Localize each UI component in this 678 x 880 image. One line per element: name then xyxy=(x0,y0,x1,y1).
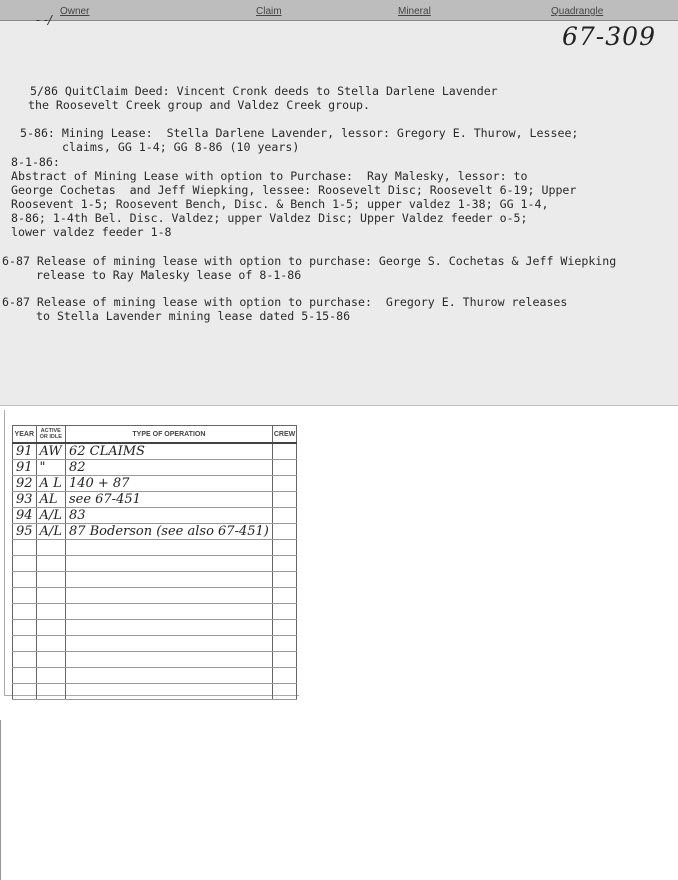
status-cell: " xyxy=(36,460,65,476)
table-row xyxy=(13,508,297,524)
crew-cell xyxy=(272,508,296,524)
table-row xyxy=(13,604,297,620)
status-cell: A/L xyxy=(36,524,65,540)
left-margin-line xyxy=(0,720,1,880)
year-cell: 91 xyxy=(13,443,37,460)
table-row xyxy=(13,668,297,684)
status-cell xyxy=(36,684,65,700)
year-cell xyxy=(13,652,37,668)
status-cell xyxy=(36,588,65,604)
status-cell xyxy=(36,636,65,652)
entry-line: 5/86 QuitClaim Deed: Vincent Cronk deeds to Stella Darlene Lavender xyxy=(30,84,498,98)
status-cell xyxy=(36,620,65,636)
operation-cell: 62 CLAIMS xyxy=(65,443,272,460)
status-cell xyxy=(36,540,65,556)
year-cell: 91 xyxy=(13,460,37,476)
crew-cell xyxy=(272,492,296,508)
card-header xyxy=(0,0,678,21)
status-cell: AW xyxy=(36,443,65,460)
table-row xyxy=(13,572,297,588)
crew-cell xyxy=(272,652,296,668)
mineral-label: Mineral xyxy=(398,6,431,17)
table-row xyxy=(13,636,297,652)
operation-header: TYPE OF OPERATION xyxy=(65,426,272,444)
year-cell xyxy=(13,684,37,700)
active-idle-header: ACTIVE OR IDLE xyxy=(36,426,65,444)
operation-cell xyxy=(65,636,272,652)
crew-cell xyxy=(272,556,296,572)
crew-cell xyxy=(272,572,296,588)
year-header: YEAR xyxy=(13,426,37,444)
operation-cell xyxy=(65,684,272,700)
crew-cell xyxy=(272,460,296,476)
status-cell xyxy=(36,572,65,588)
crew-cell xyxy=(272,620,296,636)
status-cell: A/L xyxy=(36,508,65,524)
entry-line: 5-86: Mining Lease: Stella Darlene Lavender, lessor: Gregory E. Thurow, Lessee; xyxy=(20,126,579,140)
quadrangle-label: Quadrangle xyxy=(551,6,604,17)
entry-line: claims, GG 1-4; GG 8-86 (10 years) xyxy=(62,140,300,154)
table-row xyxy=(13,620,297,636)
year-cell: 95 xyxy=(13,524,37,540)
entry-line: George Cochetas and Jeff Wiepking, lessee: Roosevelt Disc; Roosevelt 6-19; Upper xyxy=(11,183,577,197)
year-cell xyxy=(13,572,37,588)
entry-line: 8-86; 1-4th Bel. Disc. Valdez; upper Valdez Disc; Upper Valdez feeder o-5; xyxy=(11,211,528,225)
operation-cell: 83 xyxy=(65,508,272,524)
status-cell xyxy=(36,556,65,572)
year-cell xyxy=(13,636,37,652)
entry-line: 6-87 Release of mining lease with option to purchase: Gregory E. Thurow releases xyxy=(2,295,568,309)
year-cell xyxy=(13,588,37,604)
crew-cell xyxy=(272,668,296,684)
year-cell: 94 xyxy=(13,508,37,524)
crew-cell xyxy=(272,540,296,556)
operation-cell xyxy=(65,540,272,556)
table-row xyxy=(13,524,297,540)
crew-cell xyxy=(272,588,296,604)
crew-cell xyxy=(272,476,296,492)
entry-line: the Roosevelt Creek group and Valdez Creek group. xyxy=(28,98,371,112)
status-cell xyxy=(36,652,65,668)
year-cell xyxy=(13,620,37,636)
status-cell xyxy=(36,668,65,684)
operation-cell xyxy=(65,620,272,636)
operation-cell xyxy=(65,556,272,572)
crew-cell xyxy=(272,636,296,652)
operations-table xyxy=(12,425,297,700)
table-body xyxy=(13,443,297,700)
status-cell: A L xyxy=(36,476,65,492)
entry-line: release to Ray Malesky lease of 8-1-86 xyxy=(36,268,302,282)
owner-label: Owner xyxy=(60,6,90,17)
table-row xyxy=(13,540,297,556)
entry-line: 6-87 Release of mining lease with option to purchase: George S. Cochetas & Jeff Wiepking xyxy=(2,254,617,268)
entry-line: lower valdez feeder 1-8 xyxy=(11,225,172,239)
year-cell xyxy=(13,556,37,572)
year-cell xyxy=(13,668,37,684)
year-cell xyxy=(13,604,37,620)
table-row xyxy=(13,556,297,572)
operation-cell: 87 Boderson (see also 67-451) xyxy=(65,524,272,540)
entry-line: Roosevent 1-5; Roosevent Bench, Disc. & Bench 1-5; upper valdez 1-38; GG 1-4, xyxy=(11,197,549,211)
table-header-row xyxy=(13,426,297,444)
crew-cell xyxy=(272,604,296,620)
operation-cell xyxy=(65,572,272,588)
table-row xyxy=(13,652,297,668)
crew-cell xyxy=(272,524,296,540)
status-cell: AL xyxy=(36,492,65,508)
claim-label: Claim xyxy=(256,6,282,17)
operation-cell xyxy=(65,588,272,604)
entry-line: 8-1-86: xyxy=(11,155,60,169)
operation-cell xyxy=(65,652,272,668)
corner-mark: - -/ xyxy=(36,13,52,27)
table-row xyxy=(13,492,297,508)
year-cell: 92 xyxy=(13,476,37,492)
quadrangle-number: 67-309 xyxy=(562,22,656,51)
table-row xyxy=(13,588,297,604)
operation-cell xyxy=(65,668,272,684)
year-cell: 93 xyxy=(13,492,37,508)
operations-table-wrap xyxy=(12,425,294,700)
crew-header: CREW xyxy=(272,426,296,444)
entry-line: Abstract of Mining Lease with option to Purchase: Ray Malesky, lessor: to xyxy=(11,169,528,183)
operation-cell: 140 + 87 xyxy=(65,476,272,492)
table-row xyxy=(13,460,297,476)
crew-cell xyxy=(272,443,296,460)
record-card xyxy=(0,0,678,406)
operation-cell: 82 xyxy=(65,460,272,476)
table-row xyxy=(13,443,297,460)
year-cell xyxy=(13,540,37,556)
table-row xyxy=(13,684,297,700)
table-row xyxy=(13,476,297,492)
operation-cell: see 67-451 xyxy=(65,492,272,508)
operation-cell xyxy=(65,604,272,620)
entry-line: to Stella Lavender mining lease dated 5-15-86 xyxy=(36,309,351,323)
status-cell xyxy=(36,604,65,620)
crew-cell xyxy=(272,684,296,700)
